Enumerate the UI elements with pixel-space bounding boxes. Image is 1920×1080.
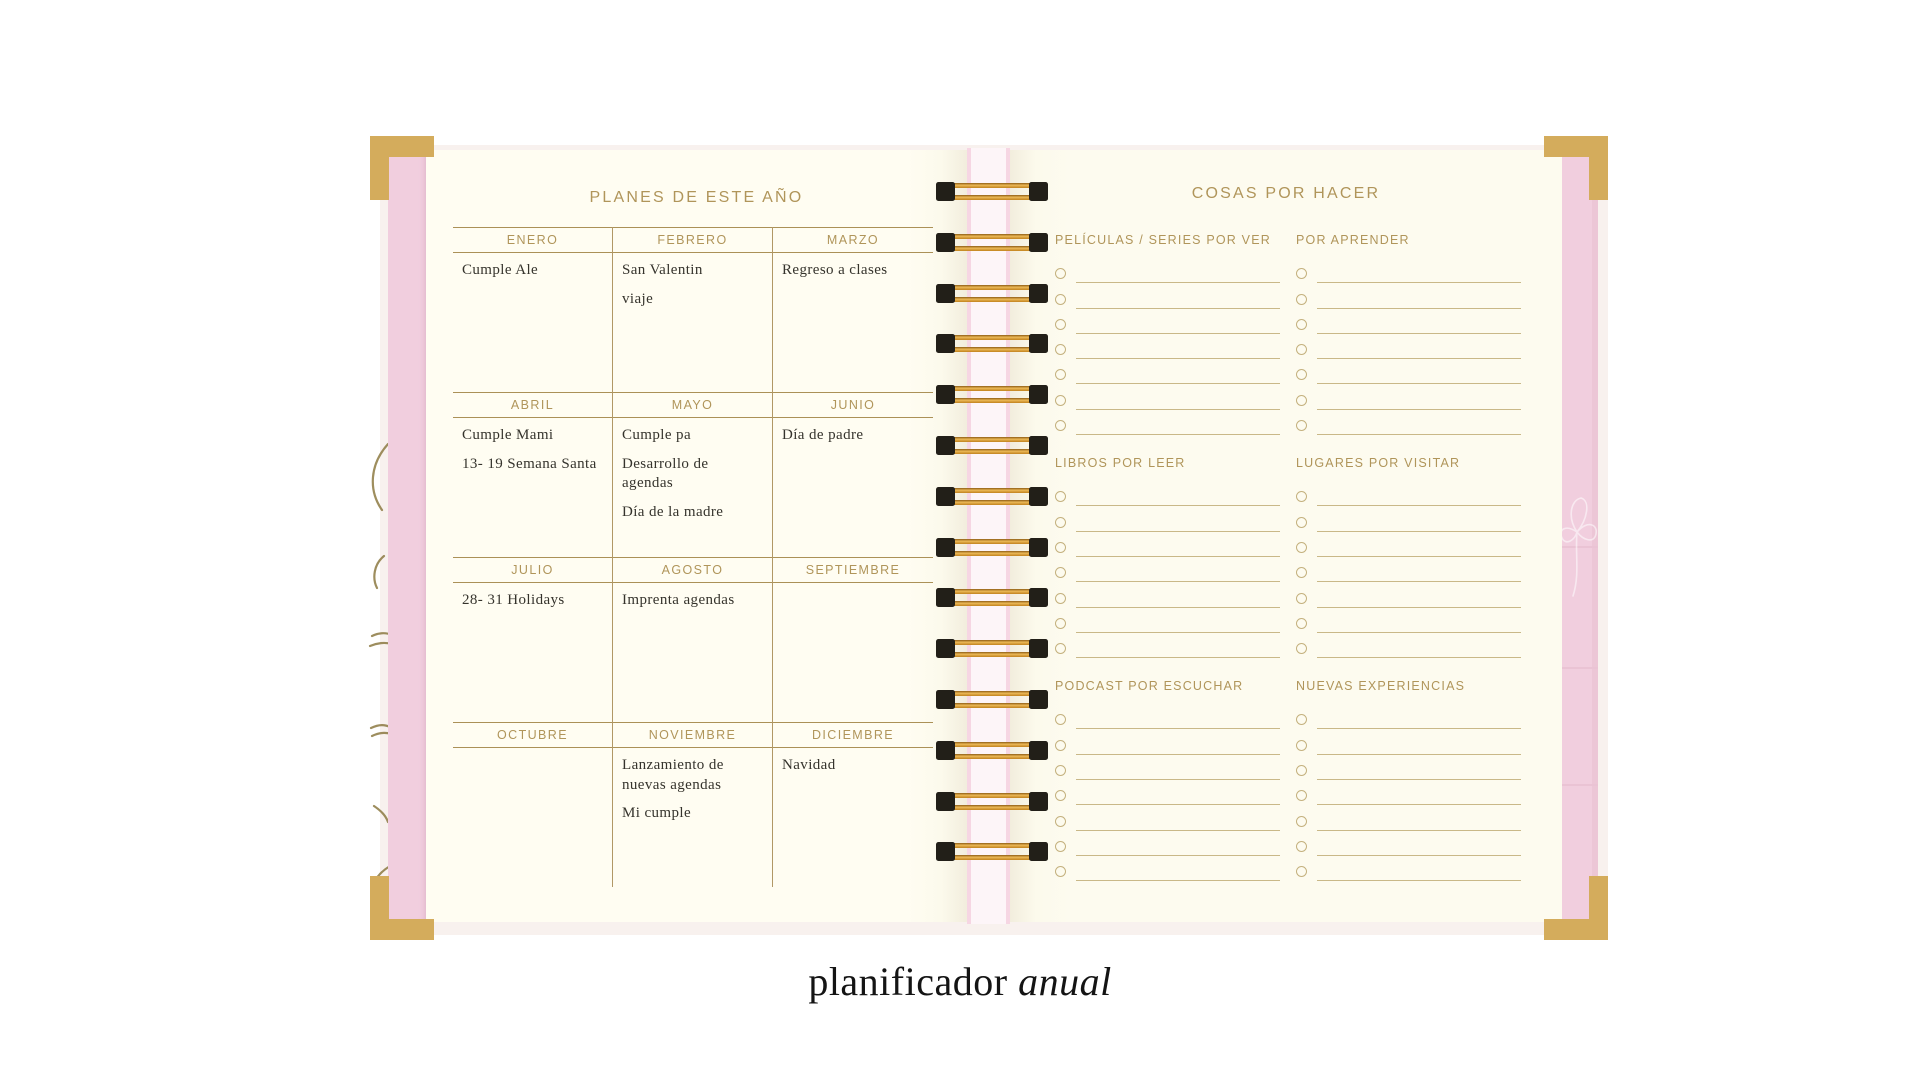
blank-write-line [1317,434,1521,435]
todo-blank-item [1296,705,1523,730]
blank-write-line [1076,728,1280,729]
coil-hole-left [936,334,955,353]
handwritten-note: Navidad [782,757,836,773]
cover-edge-right-tabs [1560,150,1598,920]
blank-write-line [1317,830,1521,831]
blank-write-line [1076,434,1280,435]
empty-circle-checkbox-icon [1296,740,1307,751]
month-header: ABRIL [453,392,612,418]
empty-circle-checkbox-icon [1296,268,1307,279]
todo-blank-item [1055,558,1282,583]
coil-hole-right [1029,538,1048,557]
empty-circle-checkbox-icon [1055,491,1066,502]
coil-hole-right [1029,487,1048,506]
spiral-coil-icon [936,691,1048,708]
empty-circle-checkbox-icon [1296,790,1307,801]
spiral-coil-icon [936,589,1048,606]
todo-blank-item [1296,507,1523,532]
empty-circle-checkbox-icon [1296,643,1307,654]
coil-hole-left [936,233,955,252]
blank-write-line [1317,607,1521,608]
month-header: DICIEMBRE [773,722,933,748]
empty-circle-checkbox-icon [1296,344,1307,355]
todo-blank-item [1296,634,1523,659]
todo-blank-item [1055,730,1282,755]
empty-circle-checkbox-icon [1296,369,1307,380]
empty-circle-checkbox-icon [1296,765,1307,776]
month-header: MARZO [773,227,933,253]
blank-write-line [1076,581,1280,582]
blank-write-line [1317,308,1521,309]
right-page-title: COSAS POR HACER [1191,185,1381,202]
spiral-coil-icon [936,386,1048,403]
blank-write-line [1317,358,1521,359]
month-notes [773,748,933,776]
blank-write-line [1076,657,1280,658]
blank-write-line [1317,333,1521,334]
todo-blank-item [1055,482,1282,507]
month-header: JULIO [453,557,612,583]
blank-write-line [1076,754,1280,755]
todo-blank-item [1296,756,1523,781]
todo-blank-item [1296,360,1523,385]
blank-write-line [1076,505,1280,506]
empty-circle-checkbox-icon [1296,714,1307,725]
empty-circle-checkbox-icon [1055,765,1066,776]
handwritten-note: San Valentin [622,262,703,278]
month-cell-septiembre [773,557,933,722]
empty-circle-checkbox-icon [1055,567,1066,578]
empty-circle-checkbox-icon [1055,714,1066,725]
todo-blank-item [1055,705,1282,730]
todo-blank-item [1055,385,1282,410]
empty-circle-checkbox-icon [1055,294,1066,305]
todo-blank-item [1055,857,1282,882]
month-cell-octubre [453,722,613,887]
todo-blank-item [1055,533,1282,558]
coil-hole-left [936,639,955,658]
month-notes [613,253,772,309]
month-header: JUNIO [773,392,933,418]
empty-circle-checkbox-icon [1055,790,1066,801]
blank-write-line [1076,308,1280,309]
side-tab-divider [1560,784,1598,786]
empty-circle-checkbox-icon [1296,420,1307,431]
todo-blank-item [1055,609,1282,634]
month-notes [453,748,612,756]
month-cell-julio [453,557,613,722]
todo-blank-item [1055,634,1282,659]
empty-circle-checkbox-icon [1055,268,1066,279]
handwritten-note: Cumple pa [622,427,692,443]
month-cell-mayo [613,392,773,557]
blank-write-line [1076,531,1280,532]
todo-blank-item [1055,832,1282,857]
coil-hole-right [1029,233,1048,252]
todo-section-header: LIBROS POR LEER [1055,456,1186,471]
todo-blank-item [1296,533,1523,558]
handwritten-note: Imprenta agendas [622,592,735,608]
coil-hole-right [1029,436,1048,455]
empty-circle-checkbox-icon [1296,395,1307,406]
todo-section-header: POR APRENDER [1296,233,1410,247]
month-header: NOVIEMBRE [613,722,772,748]
handwritten-note: 28- 31 Holidays [462,592,565,608]
blank-write-line [1076,358,1280,359]
coil-hole-right [1029,690,1048,709]
todo-blank-item [1296,832,1523,857]
todo-blank-item [1296,583,1523,608]
todo-section-header: LUGARES POR VISITAR [1296,456,1461,471]
spiral-coil-icon [936,640,1048,657]
month-notes [613,748,772,824]
todo-section-header: NUEVAS EXPERIENCIAS [1296,679,1466,694]
empty-circle-checkbox-icon [1055,344,1066,355]
coil-hole-right [1029,588,1048,607]
blank-write-line [1317,383,1521,384]
coil-hole-left [936,182,955,201]
coil-hole-left [936,588,955,607]
empty-circle-checkbox-icon [1055,369,1066,380]
gold-corner-protector-bottom-right [1544,876,1608,940]
empty-circle-checkbox-icon [1055,420,1066,431]
empty-circle-checkbox-icon [1296,542,1307,553]
todo-blank-item [1055,360,1282,385]
todo-section [1055,456,1282,659]
gold-corner-protector-bottom-left [370,876,434,940]
empty-circle-checkbox-icon [1296,567,1307,578]
spiral-coil-icon [936,488,1048,505]
month-cell-marzo [773,227,933,392]
handwritten-note: Mi cumple [622,805,692,821]
todo-blank-item [1055,310,1282,335]
blank-write-line [1317,632,1521,633]
spiral-coil-icon [936,183,1048,200]
todo-blank-item [1055,583,1282,608]
blank-write-line [1317,728,1521,729]
month-cell-enero [453,227,613,392]
coil-hole-left [936,842,955,861]
todo-blank-item [1055,756,1282,781]
spiral-coil-icon [936,742,1048,759]
month-cell-febrero [613,227,773,392]
month-header: AGOSTO [613,557,772,583]
todo-blank-item [1055,507,1282,532]
empty-circle-checkbox-icon [1296,816,1307,827]
handwritten-note: Día de la madre [622,503,724,520]
empty-circle-checkbox-icon [1055,542,1066,553]
blank-write-line [1076,632,1280,633]
todo-blank-item [1296,558,1523,583]
todo-blank-item [1055,411,1282,436]
handwritten-note: viaje [622,290,654,307]
empty-circle-checkbox-icon [1296,319,1307,330]
empty-circle-checkbox-icon [1296,593,1307,604]
blank-write-line [1076,607,1280,608]
todo-section-header: PODCAST POR ESCUCHAR [1055,679,1244,694]
handwritten-note: Lanzamiento de nuevas agendas [622,757,724,793]
empty-circle-checkbox-icon [1296,294,1307,305]
month-notes [613,583,772,611]
cover-edge-left [388,150,426,920]
month-cell-noviembre [613,722,773,887]
todo-section-header: PELÍCULAS / SERIES POR VER [1055,233,1271,247]
empty-circle-checkbox-icon [1296,517,1307,528]
gold-corner-protector-top-left [370,136,434,200]
todo-blank-item [1296,259,1523,284]
blank-write-line [1317,754,1521,755]
blank-write-line [1076,282,1280,283]
month-header: FEBRERO [613,227,772,253]
blank-write-line [1076,779,1280,780]
todo-blank-item [1296,857,1523,882]
product-caption [0,958,1920,1005]
blank-write-line [1317,282,1521,283]
coil-hole-left [936,538,955,557]
month-notes [773,253,933,281]
month-notes [773,418,933,446]
handwritten-note: Cumple Mami [462,427,554,443]
coil-hole-right [1029,182,1048,201]
flower-sketch [1556,470,1598,610]
blank-write-line [1317,657,1521,658]
empty-circle-checkbox-icon [1296,618,1307,629]
todo-blank-item [1296,284,1523,309]
gold-corner-protector-top-right [1544,136,1608,200]
blank-write-line [1076,383,1280,384]
month-notes [773,583,933,591]
todo-blank-item [1296,609,1523,634]
empty-circle-checkbox-icon [1055,319,1066,330]
todo-section [1296,456,1523,659]
blank-write-line [1317,855,1521,856]
coil-hole-right [1029,842,1048,861]
blank-write-line [1317,505,1521,506]
empty-circle-checkbox-icon [1055,643,1066,654]
spiral-coil-icon [936,285,1048,302]
blank-write-line [1076,855,1280,856]
coil-hole-left [936,741,955,760]
month-notes [453,583,612,611]
month-header: OCTUBRE [453,722,612,748]
blank-write-line [1076,880,1280,881]
month-cell-agosto [613,557,773,722]
coil-hole-right [1029,284,1048,303]
todo-blank-item [1296,310,1523,335]
todo-sections-grid [1055,233,1523,882]
spiral-coil-icon [936,437,1048,454]
coil-hole-right [1029,792,1048,811]
month-cell-junio [773,392,933,557]
todo-blank-item [1055,806,1282,831]
month-cell-abril [453,392,613,557]
todo-blank-item [1055,259,1282,284]
blank-write-line [1317,409,1521,410]
todo-section [1296,233,1523,436]
year-planner-grid [453,227,933,887]
caption-italic: anual [1018,959,1112,1004]
coil-hole-left [936,436,955,455]
handwritten-note: Día de padre [782,427,864,443]
coil-hole-right [1029,334,1048,353]
blank-write-line [1317,779,1521,780]
empty-circle-checkbox-icon [1055,395,1066,406]
coil-hole-left [936,487,955,506]
todo-blank-item [1296,411,1523,436]
blank-write-line [1317,880,1521,881]
todo-blank-item [1055,335,1282,360]
blank-write-line [1076,333,1280,334]
coil-hole-left [936,385,955,404]
empty-circle-checkbox-icon [1055,740,1066,751]
spiral-coil-icon [936,793,1048,810]
handwritten-note: Regreso a clases [782,262,888,278]
empty-circle-checkbox-icon [1296,491,1307,502]
empty-circle-checkbox-icon [1055,593,1066,604]
month-header: MAYO [613,392,772,418]
side-tab-divider [1560,667,1598,669]
todo-blank-item [1055,781,1282,806]
todo-blank-item [1296,781,1523,806]
spiral-coil-icon [936,234,1048,251]
blank-write-line [1317,531,1521,532]
todo-blank-item [1296,730,1523,755]
empty-circle-checkbox-icon [1296,841,1307,852]
blank-write-line [1317,556,1521,557]
month-notes [613,418,772,522]
todo-section [1055,679,1282,882]
todo-blank-item [1296,806,1523,831]
blank-write-line [1317,804,1521,805]
empty-circle-checkbox-icon [1055,816,1066,827]
spiral-coil-icon [936,843,1048,860]
month-notes [453,253,612,281]
empty-circle-checkbox-icon [1055,517,1066,528]
coil-hole-right [1029,741,1048,760]
todo-blank-item [1296,335,1523,360]
coil-hole-left [936,792,955,811]
month-header: SEPTIEMBRE [773,557,933,583]
empty-circle-checkbox-icon [1055,841,1066,852]
handwritten-note: Cumple Ale [462,262,539,278]
todo-blank-item [1296,482,1523,507]
handwritten-note: 13- 19 Semana Santa [462,455,597,472]
todo-section [1296,679,1523,882]
empty-circle-checkbox-icon [1055,866,1066,877]
blank-write-line [1076,830,1280,831]
coil-hole-left [936,690,955,709]
todo-section [1055,233,1282,436]
empty-circle-checkbox-icon [1296,866,1307,877]
coil-hole-right [1029,385,1048,404]
blank-write-line [1076,409,1280,410]
spiral-coil-icon [936,335,1048,352]
coil-hole-left [936,284,955,303]
month-header: ENERO [453,227,612,253]
blank-write-line [1076,556,1280,557]
empty-circle-checkbox-icon [1055,618,1066,629]
caption-regular: planificador [808,959,1019,1004]
todo-blank-item [1055,284,1282,309]
left-page-title: PLANES DE ESTE AÑO [589,189,804,206]
todo-blank-item [1296,385,1523,410]
spiral-coil-icon [936,539,1048,556]
month-notes [453,418,612,474]
month-cell-diciembre [773,722,933,887]
blank-write-line [1076,804,1280,805]
handwritten-note: Desarrollo de agendas [622,455,709,491]
coil-hole-right [1029,639,1048,658]
blank-write-line [1317,581,1521,582]
